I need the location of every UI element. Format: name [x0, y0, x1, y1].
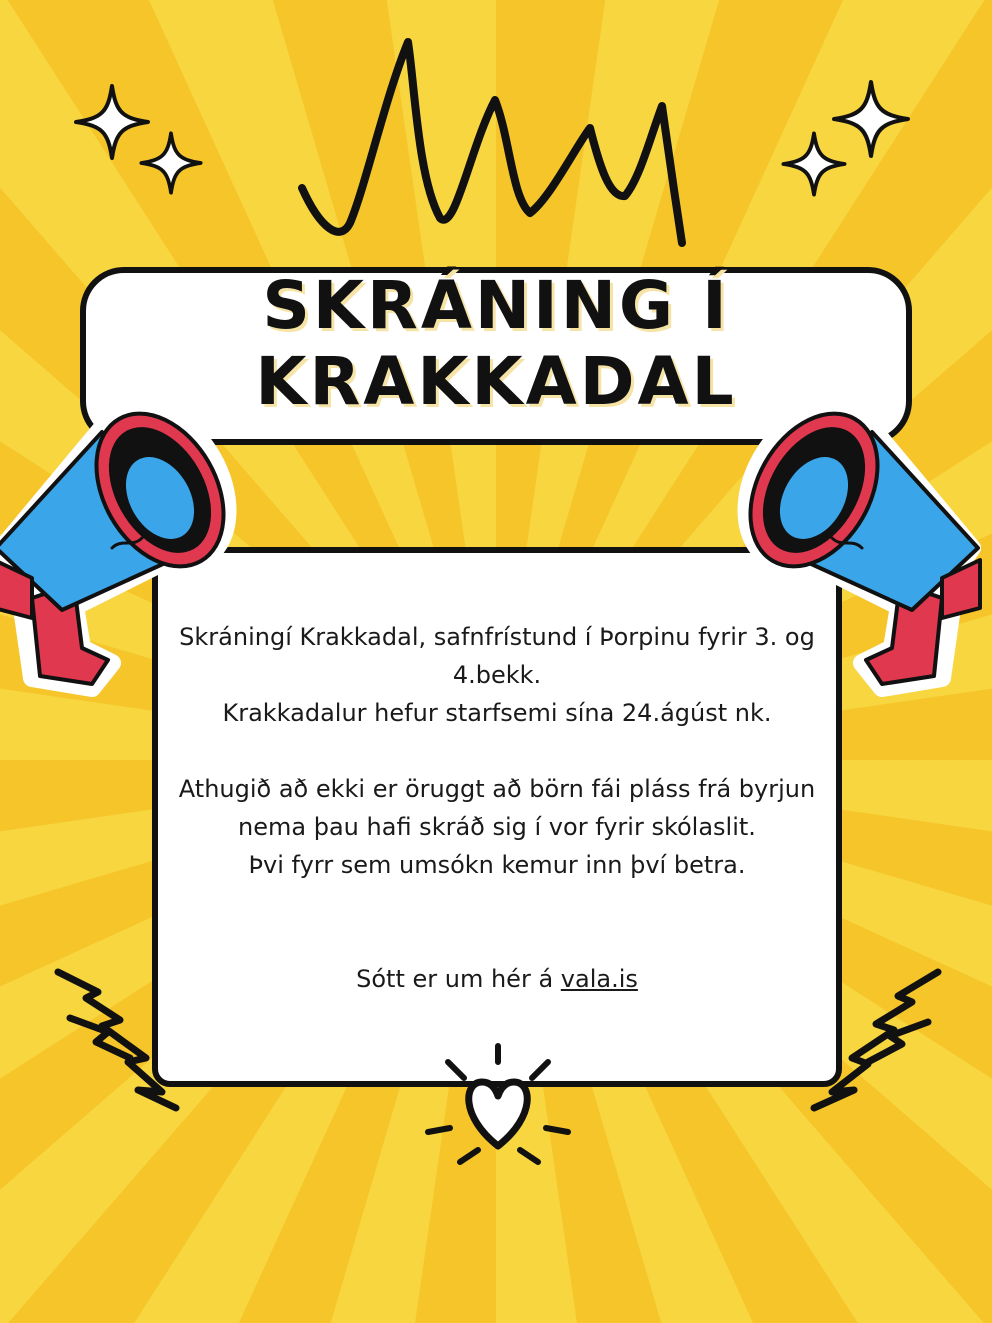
notice-line: nema þau hafi skráð sig í vor fyrir skólaslit.	[238, 813, 756, 841]
burst-doodle	[50, 962, 190, 1112]
content-text	[170, 618, 824, 998]
info-line: Krakkadalur hefur starfsemi sína 24.ágúst nk.	[222, 699, 772, 727]
info-line: Skráningí Krakkadal, safnfrístund í Þorpinu fyrir 3. og	[179, 623, 815, 651]
title-line-2: KRAKKADAL	[255, 343, 737, 420]
crown-doodle	[290, 28, 700, 248]
spacer	[170, 732, 824, 770]
notice-line: Þvi fyrr sem umsókn kemur inn því betra.	[248, 851, 746, 879]
sparkle-icon	[138, 130, 204, 196]
notice-line: Athugið að ekki er öruggt að börn fái pláss frá byrjun	[178, 775, 816, 803]
heart-icon	[420, 1042, 576, 1172]
apply-text: Sótt er um hér á	[356, 965, 561, 993]
spacer	[170, 884, 824, 960]
apply-line	[170, 960, 824, 998]
info-line: 4.bekk.	[452, 661, 542, 689]
sparkle-icon	[780, 130, 848, 198]
title-line-1: SKRÁNING Í	[262, 267, 730, 344]
apply-link[interactable]: vala.is	[560, 965, 638, 993]
